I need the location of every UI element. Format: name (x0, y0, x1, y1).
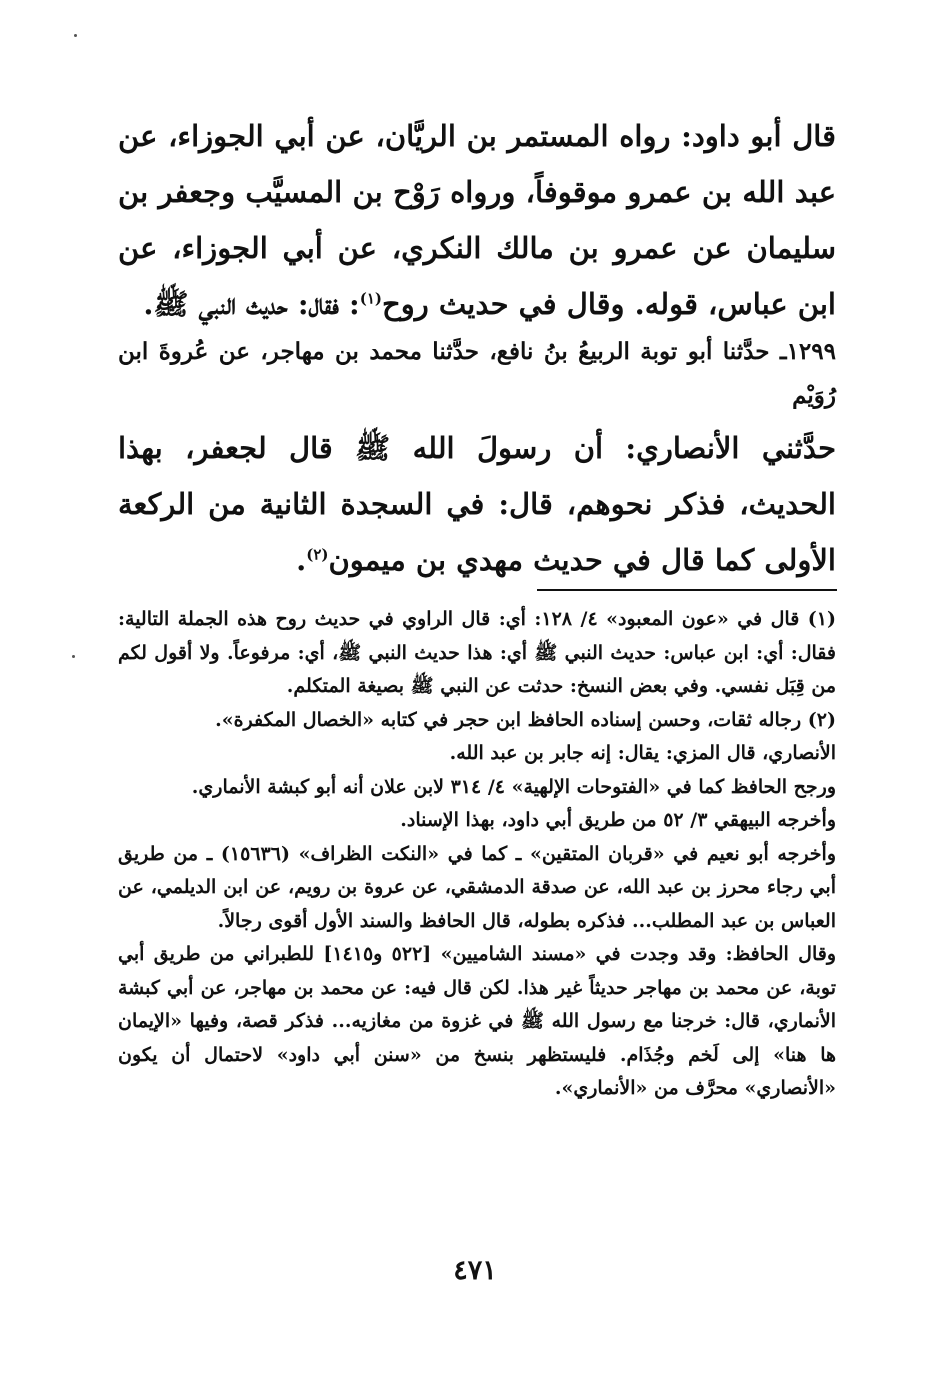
main-paragraph-1 (118, 108, 836, 332)
page-number: ٤٧١ (453, 1255, 497, 1286)
footnote-2-bayhaqi: وأخرجه البيهقي ٣/ ٥٢ من طريق أبي داود، بهذا الإسناد. (400, 809, 836, 831)
footnote-ref-1: (١) (359, 289, 382, 308)
footnote-2-ansari: الأنصاري، قال المزي: يقال: إنه جابر بن عبد الله. (449, 742, 836, 764)
footnote-2: (٢) رجاله ثقات، وحسن إسناده الحافظ ابن حجر في كتابه «الخصال المكفرة». (215, 708, 836, 731)
footnote-2-abu-nuaym: وأخرجه أبو نعيم في «قربان المتقين» ـ كما في «النكت الظراف» (١٥٦٣٦) ـ من طريق أبي رجاء محرز بن عبد الله، عن صدقة الدمشقي، عن عروة بن رويم، عن ابن الديلمي، عن العباس بن عبد المطلب... فذكره بطوله، قال الحافظ والسند الأول أقوى رجالاً. (118, 842, 837, 932)
scan-speck (74, 34, 77, 37)
main-paragraph-1-end: : فقال: حديث النبي ﷺ. (143, 287, 360, 321)
main-paragraph-3-text: حدَّثني الأنصاري: أن رسولَ الله ﷺ قال لجعفر، بهذا الحديث، فذكر نحوهم، قال: في السجدة الثانية من الركعة الأولى كما قال في حديث مهدي بن ميمون (118, 431, 836, 577)
footnote-2-hafiz: وقال الحافظ: وقد وجدت في «مسند الشاميين» [٥٢٢ و١٤١٥] للطبراني من طريق أبي توبة، عن محمد بن مهاجر حديثاً غير هذا. لكن قال فيه: عن محمد بن مهاجر، عن أبي كبشة الأنماري، قال: خرجنا مع رسول الله ﷺ في غزوة من مغازيه... فذكر قصة، وفيها «الإيمان ها هنا» إلى لَخم وجُذَام. فليستظهر بنسخ من «سنن أبي داود» لاحتمال أن يكون «الأنصاري» محرَّف من «الأنماري». (118, 943, 837, 1099)
footnote-divider (537, 589, 837, 591)
footnote-1: (١) قال في «عون المعبود» ٤/ ١٢٨: أي: قال الراوي في حديث روح هذه الجملة التالية: فقال: أي: ابن عباس: حديث النبي ﷺ أي: هذا حديث النبي ﷺ، أي: مرفوعاً. ولا أقول لكم من قِبَل نفسي. وفي بعض النسخ: حدثت عن النبي ﷺ بصيغة المتكلم. (118, 608, 837, 697)
main-paragraph-3 (118, 420, 836, 588)
scan-speck (72, 655, 75, 658)
main-paragraph-1-text: قال أبو داود: رواه المستمر بن الريَّان، عن أبي الجوزاء، عن عبد الله بن عمرو موقوفاً، ورواه رَوْح بن المسيَّب وجعفر بن سليمان عن عمرو بن مالك النكري، عن أبي الجوزاء، عن ابن عباس، قوله. وقال في حديث روح (118, 119, 836, 321)
main-paragraph-3-end: . (296, 543, 307, 577)
footnotes-section (118, 603, 836, 1106)
hadith-chain-paragraph: ١٢٩٩ـ حدَّثنا أبو توبة الربيعُ بنُ نافع، حدَّثنا محمد بن مهاجر، عن عُروةَ ابن رُوَيْم (118, 338, 836, 409)
footnote-ref-2: (٢) (306, 545, 329, 564)
footnote-2-futuhat: ورجح الحافظ كما في «الفتوحات الإلهية» ٤/ ٣١٤ لابن علان أنه أبو كبشة الأنماري. (191, 775, 836, 798)
